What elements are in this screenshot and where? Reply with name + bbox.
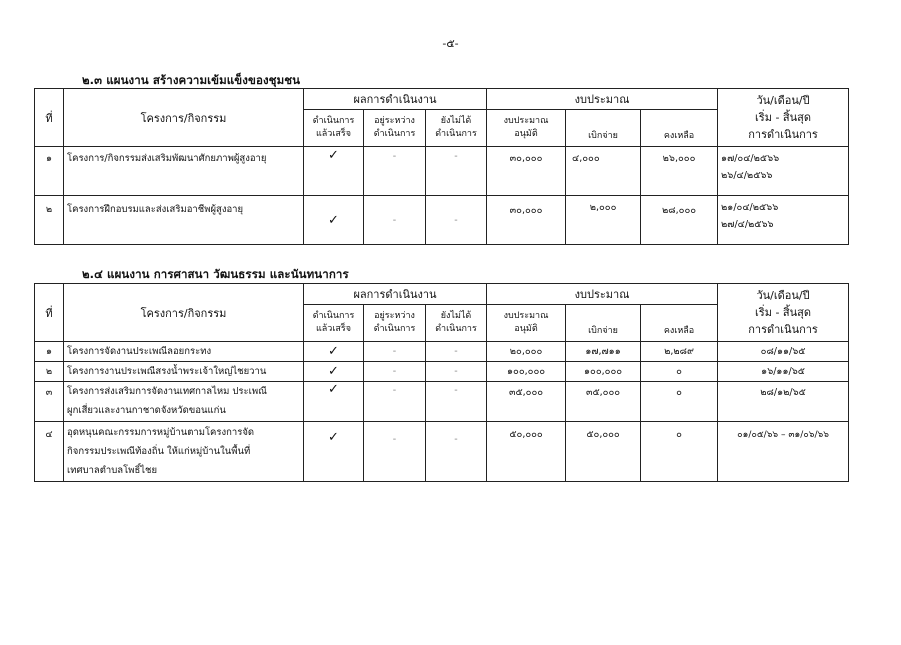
row-ongoing: - bbox=[364, 422, 426, 482]
plan-table-2-3 bbox=[34, 88, 849, 245]
check-icon: ✓ bbox=[304, 196, 364, 245]
header-result-done-line1: ดำเนินการ bbox=[312, 311, 355, 321]
header-date-line2: เริ่ม - สิ้นสุด bbox=[755, 306, 812, 319]
check-icon: ✓ bbox=[304, 422, 364, 482]
header-date-line3: การดำเนินการ bbox=[748, 128, 818, 141]
row-ongoing: - bbox=[364, 147, 426, 196]
row-no: ๒ bbox=[35, 196, 64, 245]
header-no: ที่ bbox=[35, 284, 64, 342]
row-date: ๐๘/๑๑/๖๕ bbox=[718, 342, 849, 362]
row-project: โครงการจัดงานประเพณีลอยกระทง bbox=[64, 342, 304, 362]
row-approved: ๒๐,๐๐๐ bbox=[487, 342, 566, 362]
section-title-2-4: ๒.๔ แผนงาน การศาสนา วัฒนธรรม และนันทนาการ bbox=[82, 267, 349, 281]
header-result-ongoing-line2: ดำเนินการ bbox=[373, 129, 416, 139]
header-budget-approved-line1: งบประมาณ bbox=[503, 311, 549, 321]
header-project: โครงการ/กิจกรรม bbox=[64, 89, 304, 147]
header-result-not-line2: ดำเนินการ bbox=[435, 129, 477, 139]
row-no: ๓ bbox=[35, 382, 64, 422]
header-result-ongoing bbox=[364, 305, 426, 342]
row-approved: ๓๕,๐๐๐ bbox=[487, 382, 566, 422]
row-no: ๑ bbox=[35, 147, 64, 196]
header-result-ongoing-line1: อยู่ระหว่าง bbox=[374, 116, 415, 126]
header-budget-remain: คงเหลือ bbox=[641, 305, 718, 342]
table-row bbox=[35, 147, 849, 196]
row-project-line2: ผูกเสี่ยวและงานกาชาดจังหวัดขอนแก่น bbox=[67, 405, 226, 416]
table-row bbox=[35, 196, 849, 245]
header-result-group: ผลการดำเนินงาน bbox=[304, 284, 487, 305]
row-ongoing: - bbox=[364, 196, 426, 245]
header-result-done-line2: แล้วเสร็จ bbox=[315, 324, 352, 334]
header-result-not-line1: ยังไม่ได้ bbox=[440, 311, 472, 321]
row-spent: ๔,๐๐๐ bbox=[566, 147, 641, 196]
header-result-not-line1: ยังไม่ได้ bbox=[440, 116, 472, 126]
header-date-line3: การดำเนินการ bbox=[748, 323, 818, 336]
row-project bbox=[64, 382, 304, 422]
row-project-line1: โครงการส่งเสริมการจัดงานเทศกาลไหม ประเพณี bbox=[67, 386, 267, 397]
row-not-done: - bbox=[426, 147, 487, 196]
header-result-not bbox=[426, 110, 487, 147]
header-date bbox=[718, 284, 849, 342]
table-row bbox=[35, 422, 849, 482]
header-result-ongoing bbox=[364, 110, 426, 147]
header-result-done bbox=[304, 110, 364, 147]
row-project-line3: เทศบาลตำบลโพธิ์ไชย bbox=[67, 465, 158, 476]
header-result-not-line2: ดำเนินการ bbox=[435, 324, 477, 334]
row-ongoing: - bbox=[364, 382, 426, 422]
row-remain: ๒๖,๐๐๐ bbox=[641, 147, 718, 196]
header-budget-approved-line2: อนุมัติ bbox=[514, 129, 538, 139]
row-spent: ๒,๐๐๐ bbox=[566, 196, 641, 245]
header-budget-spent: เบิกจ่าย bbox=[566, 305, 641, 342]
header-date-line1: วัน/เดือน/ปี bbox=[756, 289, 810, 302]
header-budget-spent: เบิกจ่าย bbox=[566, 110, 641, 147]
header-budget-group: งบประมาณ bbox=[487, 89, 718, 110]
plan-table-2-4 bbox=[34, 283, 849, 482]
row-date: ๒๘/๑๒/๖๕ bbox=[718, 382, 849, 422]
header-result-group: ผลการดำเนินงาน bbox=[304, 89, 487, 110]
header-budget-remain: คงเหลือ bbox=[641, 110, 718, 147]
row-not-done: - bbox=[426, 196, 487, 245]
row-date-end: ๒๖/๔/๒๕๖๖ bbox=[721, 170, 773, 181]
row-date bbox=[718, 147, 849, 196]
page-number: -๕- bbox=[442, 37, 459, 50]
row-not-done: - bbox=[426, 362, 487, 382]
row-spent: ๑๐๐,๐๐๐ bbox=[566, 362, 641, 382]
header-date bbox=[718, 89, 849, 147]
check-icon: ✓ bbox=[304, 382, 364, 422]
row-remain: ๐ bbox=[641, 362, 718, 382]
row-not-done: - bbox=[426, 422, 487, 482]
row-date: ๐๑/๐๕/๖๖ – ๓๑/๐๖/๖๖ bbox=[718, 422, 849, 482]
header-result-done bbox=[304, 305, 364, 342]
row-remain: ๐ bbox=[641, 382, 718, 422]
row-not-done: - bbox=[426, 382, 487, 422]
row-approved: ๑๐๐,๐๐๐ bbox=[487, 362, 566, 382]
header-budget-approved-line2: อนุมัติ bbox=[514, 324, 538, 334]
header-no: ที่ bbox=[35, 89, 64, 147]
header-result-done-line2: แล้วเสร็จ bbox=[315, 129, 352, 139]
row-approved: ๕๐,๐๐๐ bbox=[487, 422, 566, 482]
row-date-end: ๒๗/๔/๒๕๖๖ bbox=[721, 219, 774, 230]
row-project-line1: อุดหนุนคณะกรรมการหมู่บ้านตามโครงการจัด bbox=[67, 427, 255, 438]
header-result-done-line1: ดำเนินการ bbox=[312, 116, 355, 126]
row-spent: ๓๕,๐๐๐ bbox=[566, 382, 641, 422]
row-ongoing: - bbox=[364, 342, 426, 362]
row-not-done: - bbox=[426, 342, 487, 362]
row-project: โครงการ/กิจกรรมส่งเสริมพัฒนาศักยภาพผู้สูงอายุ bbox=[64, 147, 304, 196]
row-spent: ๑๗,๗๑๑ bbox=[566, 342, 641, 362]
row-project: โครงการงานประเพณีสรงน้ำพระเจ้าใหญ่ไชยวาน bbox=[64, 362, 304, 382]
row-approved: ๓๐,๐๐๐ bbox=[487, 196, 566, 245]
row-no: ๔ bbox=[35, 422, 64, 482]
check-icon: ✓ bbox=[304, 342, 364, 362]
row-spent: ๕๐,๐๐๐ bbox=[566, 422, 641, 482]
row-remain: ๒,๒๘๙ bbox=[641, 342, 718, 362]
header-result-ongoing-line2: ดำเนินการ bbox=[373, 324, 416, 334]
row-date-start: ๒๑/๐๔/๒๕๖๖ bbox=[721, 202, 779, 213]
header-result-ongoing-line1: อยู่ระหว่าง bbox=[374, 311, 415, 321]
row-ongoing: - bbox=[364, 362, 426, 382]
check-icon: ✓ bbox=[304, 362, 364, 382]
row-project: โครงการฝึกอบรมและส่งเสริมอาชีพผู้สูงอายุ bbox=[64, 196, 304, 245]
header-date-line2: เริ่ม - สิ้นสุด bbox=[755, 111, 812, 124]
row-date-start: ๑๗/๐๔/๒๕๖๖ bbox=[721, 153, 780, 164]
section-title-2-3: ๒.๓ แผนงาน สร้างความเข้มแข็งของชุมชน bbox=[82, 73, 301, 87]
row-no: ๑ bbox=[35, 342, 64, 362]
table-row bbox=[35, 362, 849, 382]
row-project bbox=[64, 422, 304, 482]
header-budget-approved bbox=[487, 305, 566, 342]
row-approved: ๓๐,๐๐๐ bbox=[487, 147, 566, 196]
row-no: ๒ bbox=[35, 362, 64, 382]
check-icon: ✓ bbox=[304, 147, 364, 196]
header-budget-group: งบประมาณ bbox=[487, 284, 718, 305]
row-remain: ๒๘,๐๐๐ bbox=[641, 196, 718, 245]
row-project-line2: กิจกรรมประเพณีท้องถิ่น ให้แก่หมู่บ้านในพื้นที่ bbox=[67, 446, 251, 457]
header-result-not bbox=[426, 305, 487, 342]
header-budget-approved bbox=[487, 110, 566, 147]
table-row bbox=[35, 382, 849, 422]
header-date-line1: วัน/เดือน/ปี bbox=[756, 94, 810, 107]
header-budget-approved-line1: งบประมาณ bbox=[503, 116, 549, 126]
header-project: โครงการ/กิจกรรม bbox=[64, 284, 304, 342]
row-date: ๑๖/๑๑/๖๕ bbox=[718, 362, 849, 382]
table-row bbox=[35, 342, 849, 362]
row-remain: ๐ bbox=[641, 422, 718, 482]
row-date bbox=[718, 196, 849, 245]
